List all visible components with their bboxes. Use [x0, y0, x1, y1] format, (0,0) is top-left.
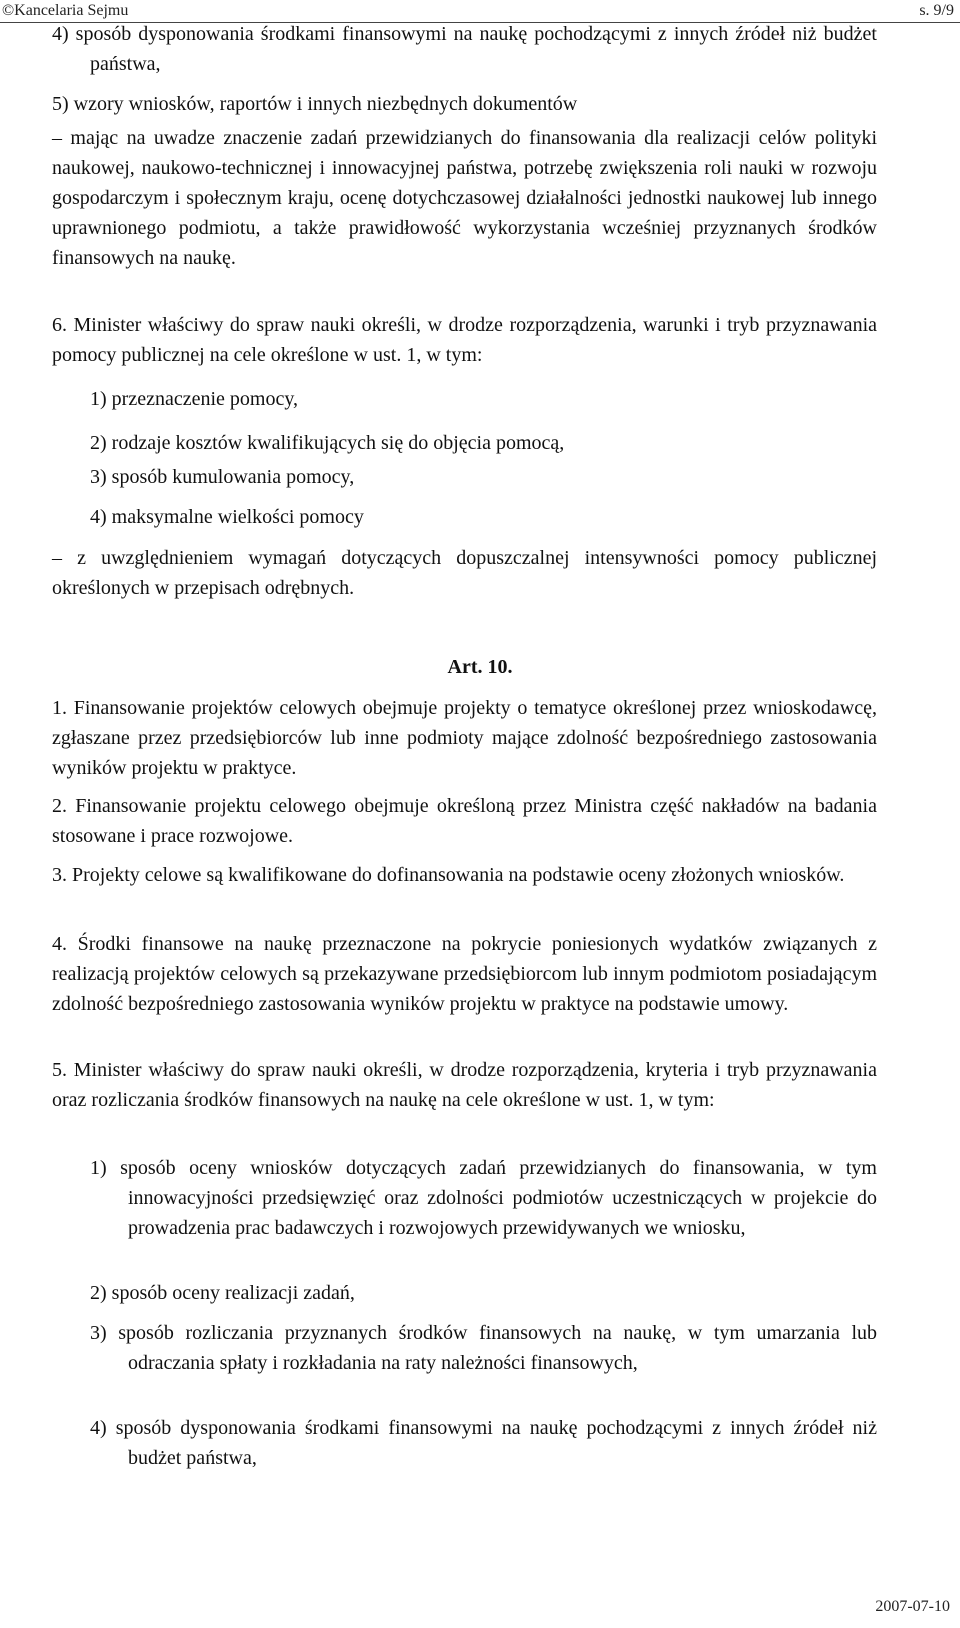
- paragraph-6-item-2: 2) rodzaje kosztów kwalifikujących się do objęcia pomocą,: [90, 432, 565, 454]
- header-page-number: s. 9/9: [919, 2, 954, 19]
- article-paragraph-5-item-2: 2) sposób oceny realizacji zadań,: [90, 1282, 355, 1304]
- paragraph-6-item-3: 3) sposób kumulowania pomocy,: [90, 466, 355, 488]
- article-paragraph-5-item-3: 3) sposób rozliczania przyznanych środków finansowych na naukę, w tym umarzania lub odraczania spłaty i rozkładania na raty należności finansowych,: [90, 1322, 877, 1374]
- article-paragraph-3: 3. Projekty celowe są kwalifikowane do dofinansowania na podstawie oceny złożonych wniosków.: [52, 864, 845, 886]
- article-paragraph-5-item-1: 1) sposób oceny wniosków dotyczących zadań przewidzianych do finansowania, w tym innowacyjności przedsięwzięć oraz zdolności podmiotów uczestniczących w projekcie do prowadzenia prac badawczych i rozwojowych przewidywanych we wniosku,: [90, 1157, 877, 1239]
- header-publisher: ©Kancelaria Sejmu: [2, 2, 129, 19]
- paragraph-6-closing-clause: – z uwzględnieniem wymagań dotyczących dopuszczalnej intensywności pomocy publicznej określonych w przepisach odrębnych.: [52, 547, 877, 599]
- intro-item-4: 4) sposób dysponowania środkami finansowymi na naukę pochodzącymi z innych źródeł niż budżet państwa,: [52, 23, 877, 75]
- intro-closing-clause: – mając na uwadze znaczenie zadań przewidzianych do finansowania dla realizacji celów polityki naukowej, naukowo-technicznej i innowacyjnej państwa, potrzebę zwiększenia roli nauki w rozwoju gospodarczym i społecznym kraju, ocenę dotychczasowej działalności jednostki naukowej lub innego uprawnionego podmiotu, a także prawidłowość wykorzystania wcześniej przyznanych środków finansowych na naukę.: [52, 127, 877, 269]
- article-paragraph-4: 4. Środki finansowe na naukę przeznaczone na pokrycie poniesionych wydatków związanych z realizacją projektów celowych są przekazywane przedsiębiorcom lub innym podmiotom posiadającym zdolność bezpośredniego zastosowania wyników projektu w praktyce na podstawie umowy.: [52, 933, 877, 1015]
- article-title: Art. 10.: [447, 656, 513, 678]
- paragraph-6-item-4: 4) maksymalne wielkości pomocy: [90, 506, 364, 528]
- paragraph-6-item-1: 1) przeznaczenie pomocy,: [90, 388, 299, 410]
- footer-date: 2007-07-10: [875, 1598, 950, 1615]
- intro-item-5: 5) wzory wniosków, raportów i innych niezbędnych dokumentów: [52, 93, 578, 115]
- article-paragraph-5-item-4: 4) sposób dysponowania środkami finansowymi na naukę pochodzącymi z innych źródeł niż budżet państwa,: [90, 1417, 877, 1469]
- paragraph-6: 6. Minister właściwy do spraw nauki określi, w drodze rozporządzenia, warunki i tryb przyznawania pomocy publicznej na cele określone w ust. 1, w tym:: [52, 314, 877, 366]
- article-paragraph-5: 5. Minister właściwy do spraw nauki określi, w drodze rozporządzenia, kryteria i tryb przyznawania oraz rozliczania środków finansowych na naukę na cele określone w ust. 1, w tym:: [52, 1059, 877, 1111]
- article-paragraph-2: 2. Finansowanie projektu celowego obejmuje określoną przez Ministra część nakładów na badania stosowane i prace rozwojowe.: [52, 795, 877, 847]
- article-paragraph-1: 1. Finansowanie projektów celowych obejmuje projekty o tematyce określonej przez wnioskodawcę, zgłaszane przez przedsiębiorców lub inne podmioty mające zdolność bezpośredniego zastosowania wyników projektu w praktyce.: [52, 697, 877, 779]
